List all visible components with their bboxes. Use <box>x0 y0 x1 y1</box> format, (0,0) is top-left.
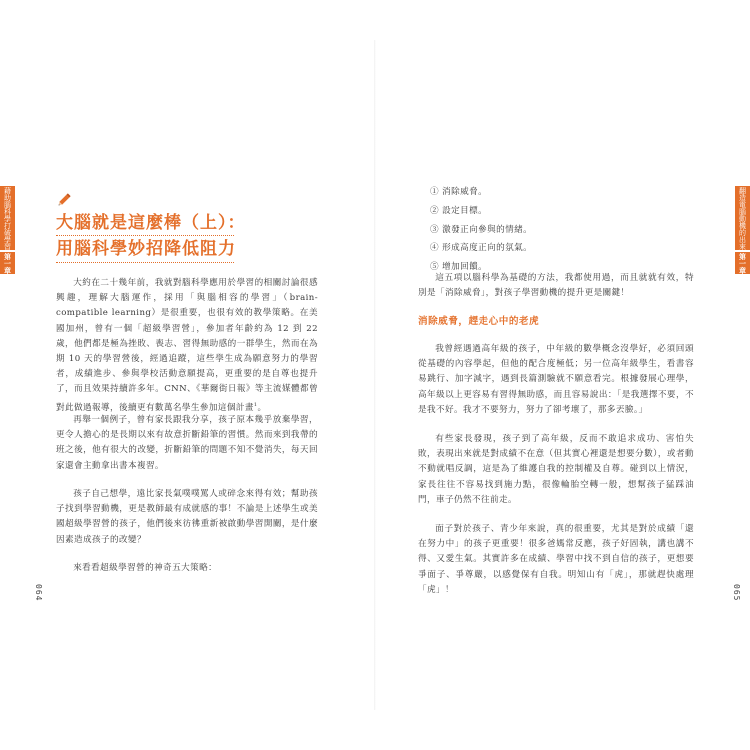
gutter-shadow <box>374 40 376 710</box>
list-item: ⑤ 增加回饋。 <box>430 262 488 273</box>
list-item: ③ 激發正向參與的情緒。 <box>430 224 533 235</box>
section-title-line-2: 用腦科學妙招降低阻力 <box>56 239 236 259</box>
right-chapter-tab: 第一章 <box>735 252 750 274</box>
body-paragraph-1 <box>56 276 318 416</box>
paragraph-end: 。 <box>257 402 267 413</box>
footnote-marker: 1 <box>253 401 258 408</box>
left-page-number: 064 <box>34 584 43 602</box>
body-paragraph-8: 面子對於孩子、青少年來說，真的很重要，尤其是對於成績「還在努力中」的孩子更重要！很多爸媽常反應，孩子好固執，講也講不得、又愛生氣。其實許多在成績、學習中找不到自信的孩子，更想要爭面子、爭尊嚴，以感覺保有自我。明知山有「虎」，那就趕快處理「虎」！ <box>418 524 694 595</box>
body-paragraph-5: 這五項以腦科學為基礎的方法，我都使用過，而且就就有效，特別是「消除威脅」，對孩子學習動機的提升更是關鍵！ <box>418 273 694 299</box>
strategy-list <box>430 183 532 277</box>
section-heading: 消除威脅，趕走心中的老虎 <box>418 316 540 327</box>
list-item: ② 設定目標。 <box>430 205 488 216</box>
body-paragraph-3: 孩子自己想學，遠比家長氣噗噗罵人或碎念來得有效；幫助孩子找到學習動機，更是教師最有成就感的事！不論是上述學生或美國超級學習營的孩子，他們後來彷彿重新被啟動學習開關，是什麼因素造成孩子的改變？ <box>56 489 318 545</box>
left-chapter-tab: 第一章 <box>0 252 15 274</box>
body-paragraph-6: 我曾經遇過高年級的孩子，中年級的數學概念沒學好，必須回頭從基礎的內容學起，但他的配合度極低；另一位高年級學生，看書容易跳行、加字減字，遇到長篇測驗就不願意看完。根據發展心理學，高年級以上更容易有習得無助感，而且容易說出：「是我選擇不要，不是我不好。我才不要努力，努力了卻考壞了，那多丟臉。」 <box>418 344 694 415</box>
title-underline <box>56 235 234 236</box>
body-paragraph-2: 再舉一個例子，曾有家長跟我分享，孩子原本幾乎放棄學習，更令人擔心的是長期以來有故意折斷鉛筆的習慣。然而來到我帶的班之後，他有很大的改變，折斷鉛筆的問題不知不覺消失，每天回家還會主動拿出書本複習。 <box>56 415 318 471</box>
body-paragraph-4: 來看看超級學習營的神奇五大策略： <box>73 563 218 573</box>
section-title-line-1: 大腦就是這麼棒（上）： <box>56 213 246 233</box>
right-running-head-tab: 翻造電腦動機的出來 <box>735 186 750 250</box>
list-item: ④ 形成高度正向的氛氣。 <box>430 243 533 254</box>
paragraph-text: 大約在二十幾年前，我就對腦科學應用於學習的相關討論很感興趣，理解大腦運作，採用「與腦相容的學習」（brain-compatible learning）是很重要，也很有效的教學策略。在美國加州，曾有一個「超級學習營」，參加者年齡約為 12 到 22 歲，他們都是極為挫敗、喪志、習得無助感的一群學生，然而在為期 10 天的學習營後，經過追蹤，這些學生成為願意努力的學習者，成績進步、參與學校活動意願提高，更重要的是自尊也提升了，而且效果持續許多年。CNN、《華爾街日報》等主流媒體都曾對此做過報導，後續更有數萬名學生參加這個計畫 <box>56 278 318 413</box>
title-underline <box>56 262 234 263</box>
list-item: ① 消除威脅。 <box>430 187 488 197</box>
pencil-icon <box>56 190 74 208</box>
left-running-head-tab: 藉助腦科學打破學習 <box>0 186 15 250</box>
right-page-number: 065 <box>732 584 741 602</box>
body-paragraph-7: 有些家長發現，孩子到了高年級，反而不敢追求成功、害怕失敗，表現出來就是對成績不在意（但其實心裡還是想要分數），或者動不動就唱反調，這是為了維護自我的控制權及自尊。碰到以上情況，家長往往不容易找到施力點，很像輪胎空轉一般，想幫孩子猛踩油門，車子仍然不往前走。 <box>418 434 694 505</box>
